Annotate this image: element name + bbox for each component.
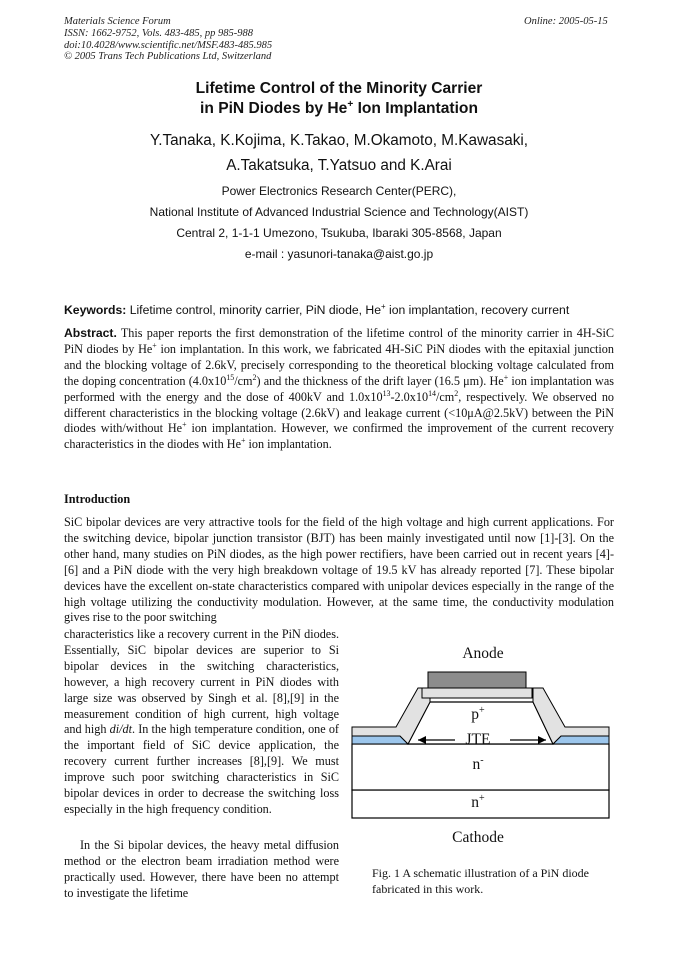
authors-line2: A.Takatsuka, T.Yatsuo and K.Arai (226, 157, 452, 174)
issn-line: ISSN: 1662-9752, Vols. 483-485, pp 985-988 (64, 28, 253, 39)
anode-contact-frame (422, 688, 532, 698)
paper-title-line2: in PiN Diodes by He+ Ion Implantation (200, 98, 478, 117)
abstract: Abstract. This paper reports the first demonstration of the lifetime control of the minority carrier in 4H-SiC PiN diodes by He+ ion implantation. In this work, we fabricated 4H-SiC PiN diodes with the epitaxial junction and the blocking voltage of 2.6kV, precisely corresponding to the theoretical blocking voltage calculated from the doping concentration $(4.0x10^{15}/cm^2)$ and the thickness of the drift layer (16.5 μm). He+ ion implantation was performed with the energy and the dose of 400kV and $1.0x10^{13}-2.0x10^{14}/cm^2$, respectively. We observed no different characteristics in the blocking voltage (2.6kV) and leakage current (<10μA@2.5kV) between the PiN diodes with/without He+ ion implantation. However, we confirmed the improvement of the current recovery characteristics in the diodes with He+ ion implantation. (64, 326, 615, 452)
affiliation-address: Central 2, 1-1-1 Umezono, Tsukuba, Ibaraki 305-8568, Japan (176, 226, 502, 240)
keywords: Keywords: Lifetime control, minority carrier, PiN diode, He+ ion implantation, recovery current (64, 301, 570, 317)
author-email[interactable]: e-mail : yasunori-tanaka@aist.go.jp (244, 247, 434, 261)
anode-metal (428, 672, 526, 688)
intro-column-text: characteristics like a recovery current in the PiN diodes. Essentially, SiC bipolar devices are superior to Si bipolar devices in the switching characteristics, however, a high recovery current in PiN diodes with large size was observed by Singh et al. [8],[9] in the measurement condition of high current, high voltage and high di/dt. In the high temperature condition, one of the important field of SiC device application, the recovery current further increases [8],[9]. We must improve such poor switching characteristics in SiC bipolar devices in order to decrease the switching loss especially in the high frequency condition. (64, 627, 339, 816)
anode-label: Anode (462, 645, 504, 662)
intro-paragraph-2: In the Si bipolar devices, the heavy metal diffusion method or the electron beam irradiation method were practically used. However, there have been no attempt to investigate the lifetime (64, 838, 339, 900)
p-plus-label: p+ (471, 704, 485, 723)
affiliation-line2: National Institute of Advanced Industrial Science and Technology(AIST) (149, 205, 529, 219)
figure-1-caption: Fig. 1 A schematic illustration of a PiN diode fabricated in this work. (372, 866, 589, 896)
doi-line: doi:10.4028/www.scientific.net/MSF.483-485.985 (64, 40, 273, 51)
figure-1 (348, 640, 618, 855)
journal-name: Materials Science Forum (64, 16, 171, 27)
copyright-line: © 2005 Trans Tech Publications Ltd, Switzerland (64, 51, 272, 62)
n-plus-label: n+ (471, 792, 485, 811)
paper-title-line1: Lifetime Control of the Minority Carrier (195, 80, 483, 97)
n-minus-label: n- (472, 754, 484, 773)
affiliation-line1: Power Electronics Research Center(PERC), (221, 184, 457, 198)
online-date: Online: 2005-05-15 (524, 16, 608, 27)
authors-line1: Y.Tanaka, K.Kojima, K.Takao, M.Okamoto, M.Kawasaki, (149, 132, 529, 149)
section-heading-introduction: Introduction (64, 492, 131, 506)
intro-paragraph-1: SiC bipolar devices are very attractive tools for the field of the high voltage and high current applications. For the switching device, bipolar junction transistor (BJT) has been mainly investigated until now [1]-[3]. On the other hand, many studies on PiN diodes, as the high power rectifiers, have been carried out in recent years [4]-[6] and a PiN diode with the very high breakdown voltage of 19.5 kV has already reported [7]. These bipolar devices have the excellent on-state characteristics compared with unipolar devices especially in the range of the high voltage utilizing the conductivity modulation. However, at the same time, the conductivity modulation gives rise to the poor switching (64, 515, 614, 625)
jte-label: JTE (465, 731, 491, 748)
cathode-label: Cathode (452, 829, 504, 846)
